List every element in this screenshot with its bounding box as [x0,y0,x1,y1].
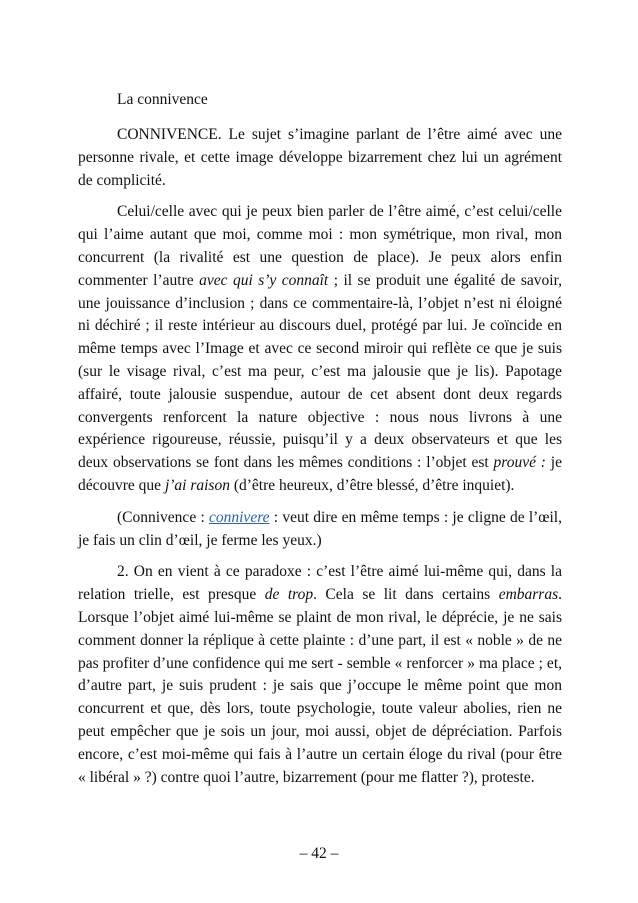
italic-run: avec qui s’y connaît [199,271,329,289]
italic-run: embarras [498,586,559,604]
paragraph-definition: CONNIVENCE. Le sujet s’imagine parlant de l’être aimé avec une personne rivale, et cette image développe bizarrement chez lui un agrément de complicité. [78,126,562,189]
italic-run: prouvé : [493,454,546,472]
text-run: ; il se produit une égalité de savoir, une jouissance d’inclusion ; dans ce commentaire-là, l’objet n’est ni éloigné ni déchiré ; il reste intérieur au discours duel, protégé par lui. Je coïncide en même temps avec l’Image et avec ce second miroir qui reflète ce que je suis (sur le visage rival, c’est ma peur, c’est ma jalousie que je lis). Papotage affairé, toute jalousie suspendue, autour de cet absent dont deux regards convergents renforcent la nature objective : nous nous livrons à une expérience rigoureuse, réussie, puisqu’il y a deux observateurs et que les deux observations se font dans les mêmes conditions : l’objet est [78,271,562,472]
text-run: : veut dire en même temps : je cligne de l’œil, je fais un clin d’œil, je ferme les yeux.) [78,508,562,549]
text-run: . Lorsque l’objet aimé lui-même se plaint de mon rival, le déprécie, je ne sais comment donner la réplique à cette plainte : d’une part, il est « noble » de ne pas profiter d’une confidence qui me sert - semble « renforcer » ma place ; et, d’autre part, je suis prudent : je sais que j’occupe le même point que mon concurrent et que, dès lors, toute psychologie, toute valeur abolies, rien ne peut empêcher que je sois un jour, moi aussi, objet de dépréciation. Parfois encore, c’est moi-même qui fais à l’autre un certain éloge du rival (pour être « libéral » ?) contre quoi l’autre, bizarrement (pour me flatter ?), proteste. [78,586,562,786]
italic-run: j’ai raison [164,476,230,494]
text-run: (d’être heureux, d’être blessé, d’être inquiet). [229,476,515,494]
page-body [78,88,562,798]
text-run: . Cela se lit dans certains [313,586,499,604]
text-run: je découvre que [78,454,562,494]
connivere-link[interactable]: connivere [209,508,270,526]
section-heading: La connivence [117,91,208,108]
italic-run: de trop [264,586,314,604]
paragraph-paradoxe [78,561,562,789]
text-run: Celui/celle avec qui je peux bien parler de l’être aimé, c’est celui/celle qui l’aime autant que moi, comme moi : mon symétrique, mon rival, mon concurrent (la rivalité est une question de place). Je peux alors enfin commenter l’autre [78,203,562,289]
text-run: (Connivence : [117,508,209,526]
paragraph-etymology [78,507,562,553]
paragraph-celui-celle [78,201,562,497]
page-number: – 42 – [299,845,339,862]
text-run: 2. On en vient à ce paradoxe : c’est l’être aimé lui-même qui, dans la relation trielle, est presque [78,563,562,604]
